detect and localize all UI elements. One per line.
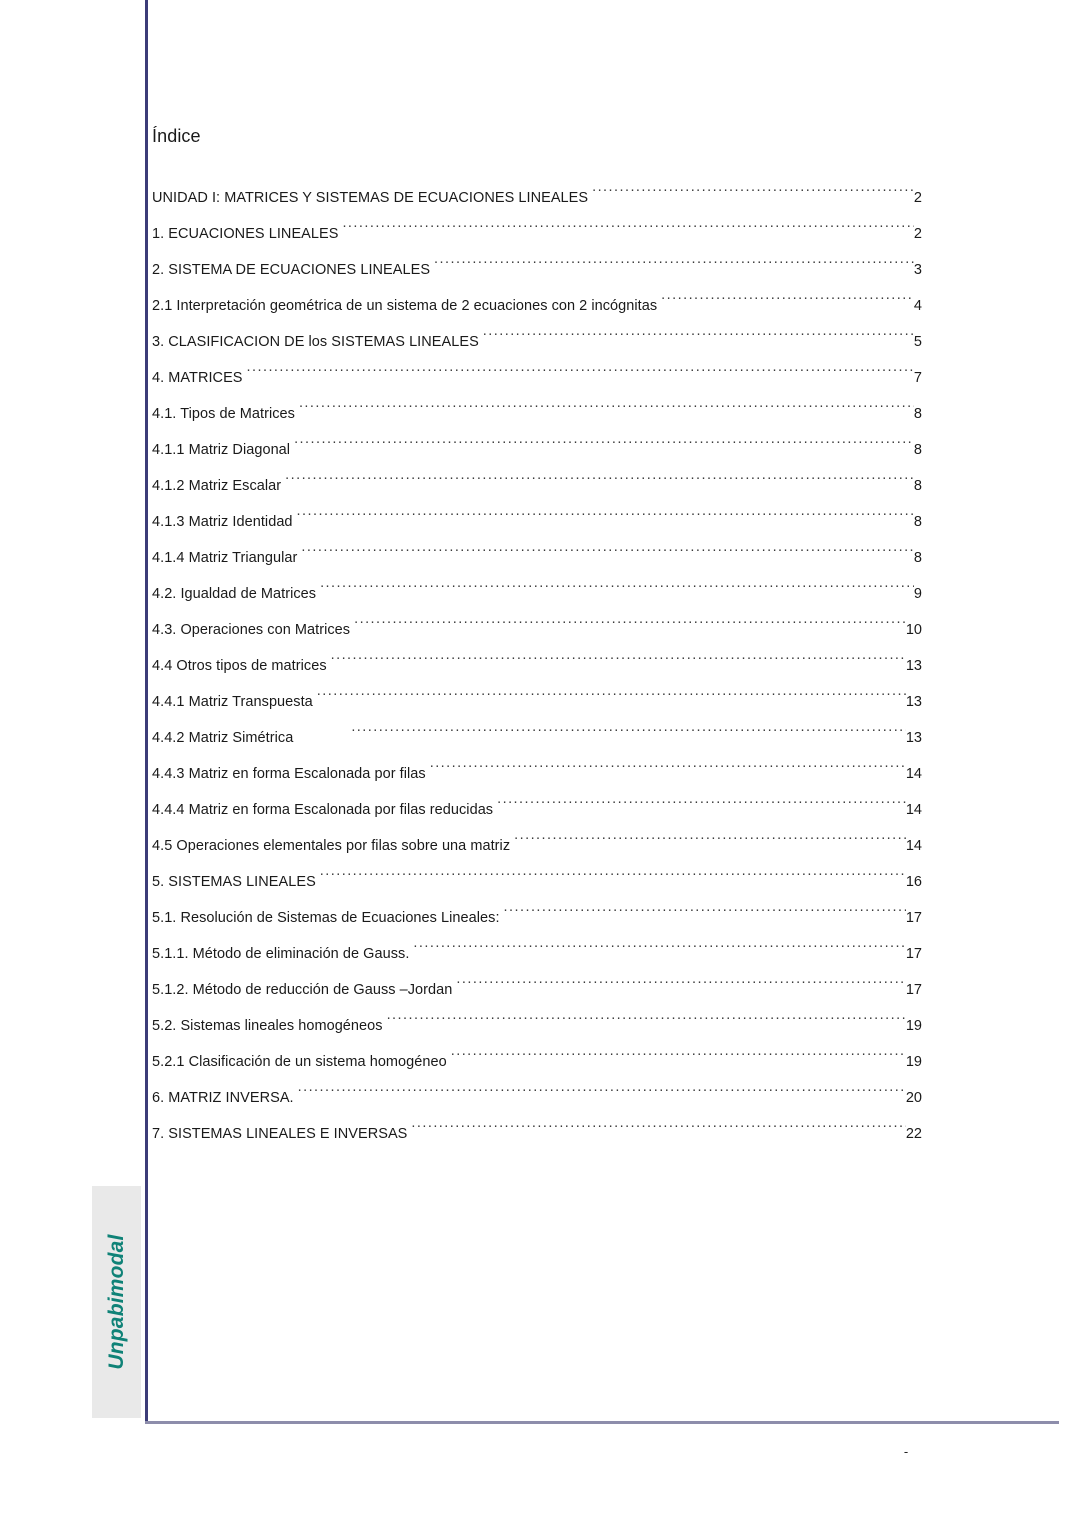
toc-entry-label: 4.4 Otros tipos de matrices <box>152 658 327 674</box>
toc-entry-dot-leader <box>592 188 914 202</box>
toc-entry-page-number: 14 <box>905 838 922 854</box>
footer-page-marker: - <box>903 1444 909 1459</box>
toc-entry-label: 5.1.2. Método de reducción de Gauss –Jordan <box>152 982 453 998</box>
toc-entry-page-number: 10 <box>905 622 922 638</box>
toc-entry-label: 2. SISTEMA DE ECUACIONES LINEALES <box>152 262 431 278</box>
toc-entry-page-number: 19 <box>905 1018 922 1034</box>
toc-entry-label: 5. SISTEMAS LINEALES <box>152 874 316 890</box>
toc-entry-label: 4.3. Operaciones con Matrices <box>152 622 351 638</box>
toc-entry-label: 4.4.1 Matriz Transpuesta <box>152 694 313 710</box>
toc-entry-label: 7. SISTEMAS LINEALES E INVERSAS <box>152 1126 408 1142</box>
toc-entry-page-number: 7 <box>913 370 922 386</box>
page-bottom-border-rule <box>145 1421 1059 1424</box>
toc-entry-label: 4.1.3 Matriz Identidad <box>152 514 293 530</box>
toc-entry[interactable] <box>152 432 922 468</box>
toc-entry-page-number: 13 <box>905 730 922 746</box>
toc-entry-dot-leader <box>451 1052 906 1066</box>
toc-entry-label: 4.1.2 Matriz Escalar <box>152 478 282 494</box>
toc-entry-dot-leader <box>285 476 914 490</box>
toc-entry[interactable] <box>152 792 922 828</box>
toc-entry-dot-leader <box>298 1088 906 1102</box>
toc-entry-page-number: 8 <box>913 406 922 422</box>
toc-entry-label: 5.2.1 Clasificación de un sistema homogéneo <box>152 1054 447 1070</box>
toc-entry[interactable] <box>152 648 922 684</box>
toc-entry[interactable] <box>152 360 922 396</box>
toc-entry[interactable] <box>152 900 922 936</box>
toc-entry-page-number: 8 <box>913 514 922 530</box>
toc-entry[interactable] <box>152 1116 922 1152</box>
toc-entry-page-number: 14 <box>905 766 922 782</box>
toc-entry-label: 2.1 Interpretación geométrica de un sistema de 2 ecuaciones con 2 incógnitas <box>152 298 658 314</box>
toc-entry-page-number: 17 <box>905 946 922 962</box>
toc-entry-page-number: 22 <box>905 1126 922 1142</box>
toc-entry-dot-leader <box>301 548 914 562</box>
toc-entry-label: 4.1. Tipos de Matrices <box>152 406 295 422</box>
toc-entry-dot-leader <box>342 224 913 238</box>
toc-entry-dot-leader <box>483 332 914 346</box>
toc-entry-page-number: 2 <box>913 190 922 206</box>
toc-entry-dot-leader <box>294 440 914 454</box>
toc-entry-dot-leader <box>514 836 906 850</box>
toc-entry[interactable] <box>152 396 922 432</box>
toc-entry[interactable] <box>152 468 922 504</box>
toc-entry-dot-leader <box>299 404 914 418</box>
toc-entry-dot-leader <box>434 260 914 274</box>
toc-entry-page-number: 16 <box>905 874 922 890</box>
table-of-contents-list <box>152 180 922 1152</box>
toc-entry[interactable] <box>152 324 922 360</box>
toc-entry-page-number: 4 <box>913 298 922 314</box>
toc-entry-dot-leader <box>413 944 905 958</box>
toc-entry[interactable] <box>152 216 922 252</box>
toc-entry-label: 4.4.2 Matriz Simétrica <box>152 730 294 746</box>
sidebar-watermark-label: Unpabimodal <box>104 1234 128 1370</box>
toc-entry[interactable] <box>152 1008 922 1044</box>
toc-entry-label: UNIDAD I: MATRICES Y SISTEMAS DE ECUACIONES LINEALES <box>152 190 589 206</box>
toc-entry-label: 4.1.4 Matriz Triangular <box>152 550 298 566</box>
toc-entry-label: 3. CLASIFICACION DE los SISTEMAS LINEALES <box>152 334 479 350</box>
toc-entry[interactable] <box>152 288 922 324</box>
toc-entry[interactable] <box>152 936 922 972</box>
toc-entry-page-number: 17 <box>905 910 922 926</box>
toc-entry-dot-leader <box>661 296 914 310</box>
toc-entry-page-number: 9 <box>913 586 922 602</box>
toc-entry-page-number: 19 <box>905 1054 922 1070</box>
toc-entry[interactable] <box>152 504 922 540</box>
toc-entry-page-number: 20 <box>905 1090 922 1106</box>
toc-entry[interactable] <box>152 612 922 648</box>
toc-entry[interactable] <box>152 720 922 756</box>
toc-entry[interactable] <box>152 576 922 612</box>
toc-entry-page-number: 2 <box>913 226 922 242</box>
toc-entry-label: 4.4.3 Matriz en forma Escalonada por filas <box>152 766 426 782</box>
toc-entry-page-number: 14 <box>905 802 922 818</box>
toc-entry-label: 5.1. Resolución de Sistemas de Ecuaciones Lineales: <box>152 910 500 926</box>
toc-entry-dot-leader <box>411 1124 905 1138</box>
toc-entry-page-number: 13 <box>905 694 922 710</box>
toc-entry-dot-leader <box>320 584 914 598</box>
toc-entry-label: 4. MATRICES <box>152 370 243 386</box>
toc-entry-page-number: 8 <box>913 550 922 566</box>
toc-entry[interactable] <box>152 864 922 900</box>
toc-entry-label: 1. ECUACIONES LINEALES <box>152 226 339 242</box>
toc-entry-dot-leader <box>456 980 905 994</box>
toc-entry[interactable] <box>152 1044 922 1080</box>
toc-entry-dot-leader <box>331 656 906 670</box>
toc-entry-page-number: 8 <box>913 442 922 458</box>
toc-entry[interactable] <box>152 684 922 720</box>
toc-entry[interactable] <box>152 252 922 288</box>
toc-entry-dot-leader <box>504 908 906 922</box>
toc-entry-page-number: 13 <box>905 658 922 674</box>
toc-entry-label: 6. MATRIZ INVERSA. <box>152 1090 294 1106</box>
toc-entry-dot-leader <box>351 728 906 742</box>
toc-entry-page-number: 8 <box>913 478 922 494</box>
toc-entry-label: 5.1.1. Método de eliminación de Gauss. <box>152 946 410 962</box>
page-left-border-rule <box>145 0 148 1424</box>
toc-entry-label: 4.4.4 Matriz en forma Escalonada por filas reducidas <box>152 802 494 818</box>
toc-entry-dot-leader <box>247 368 914 382</box>
toc-entry-label: 4.2. Igualdad de Matrices <box>152 586 317 602</box>
toc-entry[interactable] <box>152 540 922 576</box>
toc-entry-page-number: 17 <box>905 982 922 998</box>
toc-entry-dot-leader <box>354 620 906 634</box>
toc-entry[interactable] <box>152 180 922 216</box>
toc-entry[interactable] <box>152 828 922 864</box>
toc-entry-dot-leader <box>387 1016 906 1030</box>
toc-entry[interactable] <box>152 756 922 792</box>
toc-entry-label: 4.1.1 Matriz Diagonal <box>152 442 291 458</box>
toc-entry-dot-leader <box>497 800 906 814</box>
page-title: Índice <box>152 126 201 146</box>
toc-entry[interactable] <box>152 972 922 1008</box>
toc-entry-page-number: 3 <box>913 262 922 278</box>
toc-entry[interactable] <box>152 1080 922 1116</box>
toc-entry-dot-leader <box>320 872 906 886</box>
toc-entry-dot-leader <box>297 512 914 526</box>
toc-entry-dot-leader <box>430 764 906 778</box>
toc-entry-label: 5.2. Sistemas lineales homogéneos <box>152 1018 383 1034</box>
toc-entry-dot-leader <box>317 692 906 706</box>
toc-entry-page-number: 5 <box>913 334 922 350</box>
toc-entry-label: 4.5 Operaciones elementales por filas sobre una matriz <box>152 838 511 854</box>
